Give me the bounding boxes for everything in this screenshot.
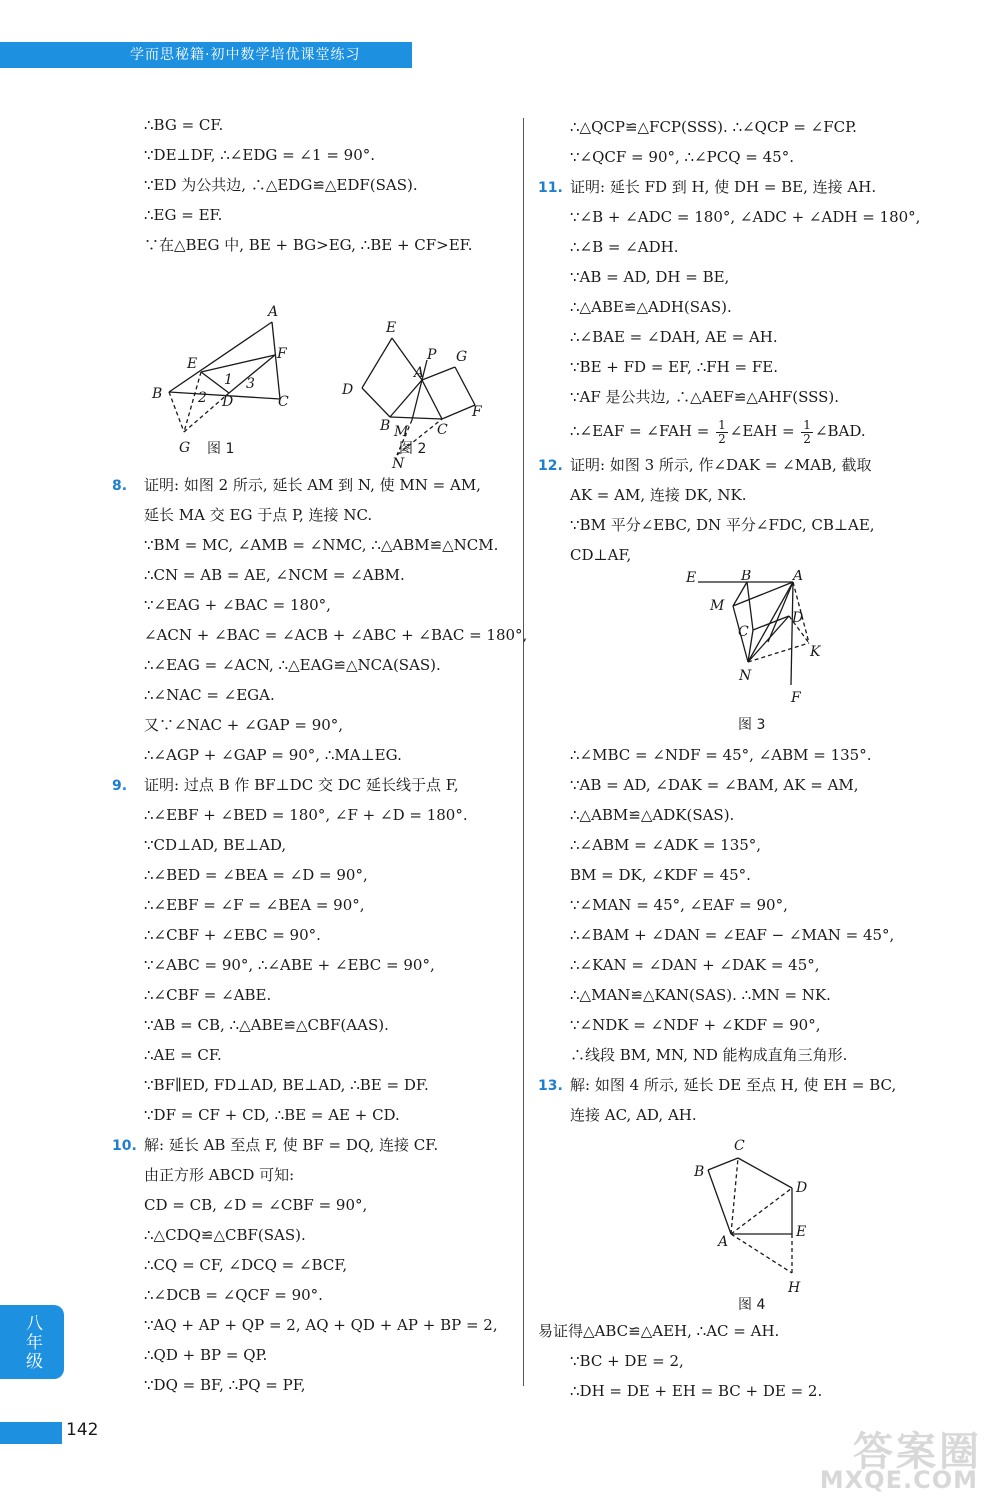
- figure-label: N: [739, 668, 752, 684]
- text-line: ∠EAH =: [729, 422, 800, 440]
- text-line: ∴CN = AB = AE, ∠NCM = ∠ABM.: [144, 566, 405, 584]
- page-number-bar: [0, 1422, 62, 1444]
- figure-label: A: [793, 570, 804, 584]
- text-line: ∴EG = EF.: [144, 206, 223, 224]
- figure-label: P: [427, 347, 437, 363]
- fraction: [716, 419, 728, 446]
- left-column: [112, 110, 528, 1400]
- figure-label: A: [718, 1234, 729, 1250]
- problem-9: [112, 770, 512, 800]
- text-line: ∴∠AGP + ∠GAP = 90°, ∴MA⊥EG.: [144, 746, 402, 764]
- text-line: ∵AB = CB, ∴△ABE≌△CBF(AAS).: [144, 1016, 389, 1034]
- problem-13: [538, 1070, 968, 1100]
- figure-label: C: [437, 422, 448, 438]
- text-line: ∵在△BEG 中, BE + BG>EG, ∴BE + CF>EF.: [144, 236, 473, 254]
- text-line: ∴BG = CF.: [144, 116, 224, 134]
- figure-label: G: [456, 349, 468, 365]
- figure-label: A: [268, 304, 279, 320]
- text-line: ∴∠KAN = ∠DAN + ∠DAK = 45°,: [570, 956, 820, 974]
- text-line: ∴∠EBF = ∠F = ∠BEA = 90°,: [144, 896, 365, 914]
- figure-4: [538, 1130, 968, 1313]
- text-line: ∴∠MBC = ∠NDF = 45°, ∠ABM = 135°.: [570, 746, 872, 764]
- fraction-numerator: 1: [718, 417, 726, 432]
- text-line: 由正方形 ABCD 可知:: [144, 1166, 295, 1184]
- text-line: 证明: 过点 B 作 BF⊥DC 交 DC 延长线于点 F,: [144, 776, 459, 794]
- text-line: ∴△ABE≌△ADH(SAS).: [570, 298, 732, 316]
- figure-3-caption: 图 3: [738, 717, 766, 733]
- text-line: CD⊥AF,: [570, 546, 632, 564]
- figure-1-caption: 图 1: [207, 441, 235, 457]
- text-line: ∴QD + BP = QP.: [144, 1346, 268, 1364]
- problem-8: [112, 470, 512, 500]
- figure-label: D: [342, 382, 354, 398]
- text-line: ∵CD⊥AD, BE⊥AD,: [144, 836, 287, 854]
- problem-10: [112, 1130, 512, 1160]
- figure-2-caption: 图 2: [399, 441, 427, 457]
- text-line: ∴△QCP≌△FCP(SSS). ∴∠QCP = ∠FCP.: [570, 118, 857, 136]
- text-line: ∴CQ = CF, ∠DCQ = ∠BCF,: [144, 1256, 348, 1274]
- text-line: 证明: 如图 2 所示, 延长 AM 到 N, 使 MN = AM,: [144, 476, 481, 494]
- fraction-denominator: 2: [718, 431, 726, 446]
- figure-label: K: [810, 644, 821, 660]
- grade-tab: 八年级: [0, 1305, 64, 1379]
- figure-label: F: [472, 404, 482, 420]
- text-line: ∴∠ABM = ∠ADK = 135°,: [570, 836, 762, 854]
- watermark-url: MXQE.COM: [819, 1466, 978, 1494]
- text-line: ∵BF∥ED, FD⊥AD, BE⊥AD, ∴BE = DF.: [144, 1076, 429, 1094]
- column-divider: [523, 118, 524, 1386]
- text-line: ∵BC + DE = 2,: [570, 1352, 684, 1370]
- text-line: ∵BM = MC, ∠AMB = ∠NMC, ∴△ABM≌△NCM.: [144, 536, 499, 554]
- fraction-denominator: 2: [803, 431, 811, 446]
- text-line: ∵DF = CF + CD, ∴BE = AE + CD.: [144, 1106, 400, 1124]
- figure-label: M: [710, 598, 725, 614]
- text-line: ∵∠EAG + ∠BAC = 180°,: [144, 596, 331, 614]
- problem-number: 9.: [112, 778, 128, 794]
- text-line: 延长 MA 交 EG 于点 P, 连接 NC.: [144, 506, 373, 524]
- figure-3: [538, 570, 968, 740]
- figure-label: 3: [246, 376, 255, 392]
- fraction-line: [538, 412, 968, 450]
- text-line: ∴∠BAM + ∠DAN = ∠EAF − ∠MAN = 45°,: [570, 926, 895, 944]
- text-line: ∴△MAN≌△KAN(SAS). ∴MN = NK.: [570, 986, 831, 1004]
- figure-label: B: [694, 1164, 705, 1180]
- figure-label: 1: [224, 372, 233, 388]
- text-line: ∴AE = CF.: [144, 1046, 222, 1064]
- text-line: ∴∠CBF = ∠ABE.: [144, 986, 272, 1004]
- problem-number: 11.: [538, 180, 563, 196]
- text-line: ∴DH = DE + EH = BC + DE = 2.: [570, 1382, 823, 1400]
- problem-number: 10.: [112, 1138, 137, 1154]
- text-line: ∠ACN + ∠BAC = ∠ACB + ∠ABC + ∠BAC = 180°,: [144, 626, 528, 644]
- text-line: ∴∠NAC = ∠EGA.: [144, 686, 275, 704]
- text-line: 易证得△ABC≌△AEH, ∴AC = AH.: [538, 1322, 780, 1340]
- text-line: CD = CB, ∠D = ∠CBF = 90°,: [144, 1196, 368, 1214]
- header-banner: 学而思秘籍·初中数学培优课堂练习: [0, 42, 412, 68]
- figure-label: B: [741, 570, 752, 584]
- figure-label: D: [792, 610, 804, 626]
- figure-label: 2: [198, 390, 207, 406]
- text-line: ∵∠B + ∠ADC = 180°, ∠ADC + ∠ADH = 180°,: [570, 208, 921, 226]
- figure-2-diagram: [112, 260, 512, 470]
- text-line: ∴∠EAG = ∠ACN, ∴△EAG≌△NCA(SAS).: [144, 656, 441, 674]
- text-line: AK = AM, 连接 DK, NK.: [570, 486, 747, 504]
- text-line: ∵AQ + AP + QP = 2, AQ + QD + AP + BP = 2,: [144, 1316, 498, 1334]
- figure-label: F: [277, 346, 287, 362]
- problem-number: 8.: [112, 478, 128, 494]
- text-line: ∵AB = AD, ∠DAK = ∠BAM, AK = AM,: [570, 776, 859, 794]
- text-line: ∵BE + FD = EF, ∴FH = FE.: [570, 358, 778, 376]
- problem-number: 13.: [538, 1078, 563, 1094]
- problem-12: [538, 450, 968, 480]
- text-line: 证明: 如图 3 所示, 作∠DAK = ∠MAB, 截取: [570, 456, 872, 474]
- figure-label: B: [380, 418, 391, 434]
- text-line: ∴∠BAE = ∠DAH, AE = AH.: [570, 328, 778, 346]
- text-line: ∵DQ = BF, ∴PQ = PF,: [144, 1376, 306, 1394]
- text-line: ∴∠B = ∠ADH.: [570, 238, 679, 256]
- text-line: 连接 AC, AD, AH.: [570, 1106, 697, 1124]
- figure-label: G: [179, 440, 191, 456]
- figure-4-caption: 图 4: [738, 1297, 766, 1313]
- text-line: 解: 延长 AB 至点 F, 使 BF = DQ, 连接 CF.: [144, 1136, 439, 1154]
- watermark-logo: 答案圈: [853, 1429, 982, 1475]
- problem-number: 12.: [538, 458, 563, 474]
- text-line: ∵AF 是公共边, ∴△AEF≌△AHF(SSS).: [570, 388, 840, 406]
- text-line: 解: 如图 4 所示, 延长 DE 至点 H, 使 EH = BC,: [570, 1076, 897, 1094]
- text-line: ∴∠BED = ∠BEA = ∠D = 90°,: [144, 866, 368, 884]
- problem-11: [538, 172, 968, 202]
- text-line: 证明: 延长 FD 到 H, 使 DH = BE, 连接 AH.: [570, 178, 877, 196]
- text-line: ∠BAD.: [814, 422, 866, 440]
- text-line: ∴△CDQ≌△CBF(SAS).: [144, 1226, 306, 1244]
- text-line: BM = DK, ∠KDF = 45°.: [570, 866, 751, 884]
- text-line: ∵DE⊥DF, ∴∠EDG = ∠1 = 90°.: [144, 146, 376, 164]
- figure-label: F: [791, 690, 801, 706]
- figure-label: D: [796, 1180, 808, 1196]
- text-line: ∵∠ABC = 90°, ∴∠ABE + ∠EBC = 90°,: [144, 956, 435, 974]
- text-line: ∴△ABM≌△ADK(SAS).: [570, 806, 735, 824]
- text-line: ∵ED 为公共边, ∴△EDG≌△EDF(SAS).: [144, 176, 418, 194]
- figure-label: C: [738, 624, 749, 640]
- text-line: ∵BM 平分∠EBC, DN 平分∠FDC, CB⊥AE,: [570, 516, 875, 534]
- figures-1-2: [112, 260, 512, 470]
- text-line: 又∵∠NAC + ∠GAP = 90°,: [144, 716, 344, 734]
- figure-label: N: [392, 456, 405, 470]
- text-line: ∵∠NDK = ∠NDF + ∠KDF = 90°,: [570, 1016, 821, 1034]
- page-number: 142: [66, 1420, 99, 1440]
- text-line: ∴∠EAF = ∠FAH =: [570, 422, 715, 440]
- figure-label: A: [414, 365, 425, 381]
- text-line: ∴∠CBF + ∠EBC = 90°.: [144, 926, 321, 944]
- figure-label: H: [788, 1280, 801, 1296]
- figure-4-diagram: [538, 1130, 968, 1308]
- figure-label: C: [734, 1138, 745, 1154]
- fraction: [801, 419, 813, 446]
- figure-label: E: [386, 320, 397, 336]
- text-line: ∵AB = AD, DH = BE,: [570, 268, 730, 286]
- figure-label: E: [796, 1224, 807, 1240]
- text-line: ∴∠EBF + ∠BED = 180°, ∠F + ∠D = 180°.: [144, 806, 468, 824]
- text-line: ∵∠MAN = 45°, ∠EAF = 90°,: [570, 896, 788, 914]
- text-line: ∴线段 BM, MN, ND 能构成直角三角形.: [570, 1046, 848, 1064]
- text-line: ∵∠QCF = 90°, ∴∠PCQ = 45°.: [570, 148, 794, 166]
- figure-label: C: [278, 394, 289, 410]
- figure-label: M: [394, 424, 409, 440]
- figure-label: E: [686, 570, 697, 586]
- text-line: ∴∠DCB = ∠QCF = 90°.: [144, 1286, 323, 1304]
- figure-label: D: [222, 394, 234, 410]
- right-column: [538, 112, 968, 1406]
- fraction-numerator: 1: [803, 417, 811, 432]
- figure-label: B: [152, 386, 163, 402]
- figure-label: E: [187, 356, 198, 372]
